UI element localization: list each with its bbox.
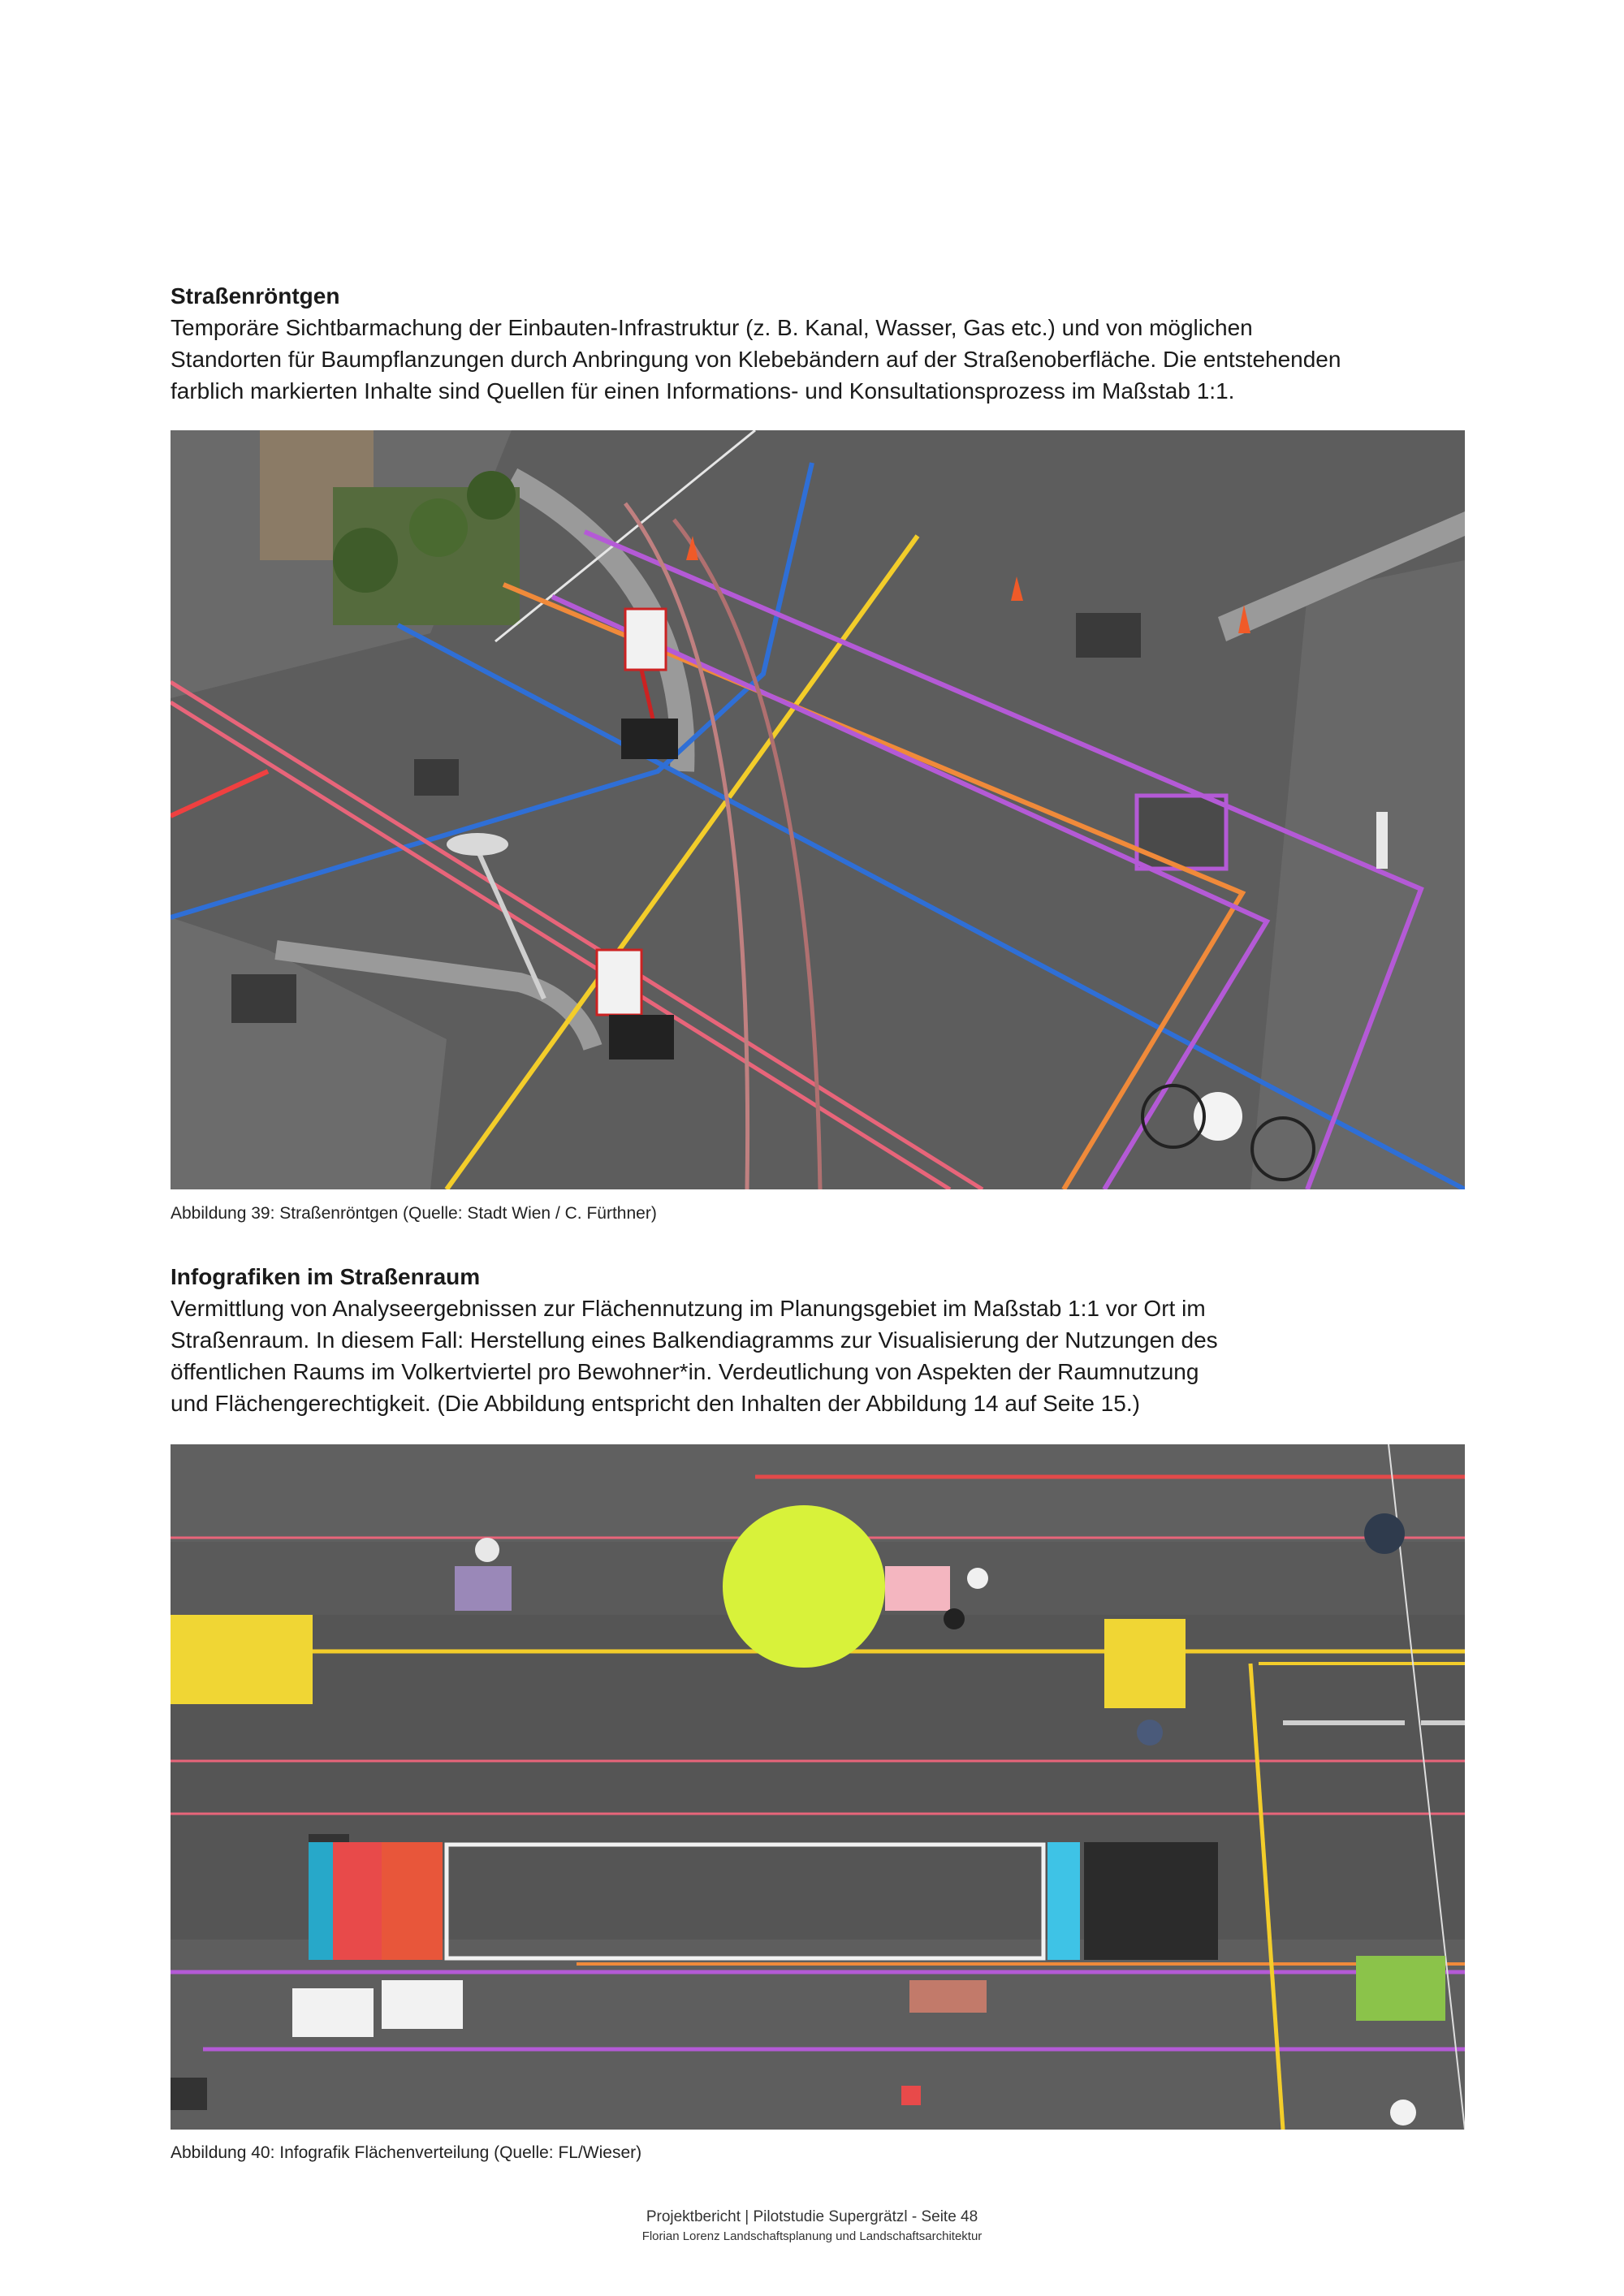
body-line: Vermittlung von Analyseergebnissen zur Flächennutzung im Planungsgebiet im Maßstab 1:1 vor Ort im	[171, 1296, 1206, 1321]
photo-strassenroentgen	[171, 430, 1465, 1189]
figure-caption-39: Abbildung 39: Straßenröntgen (Quelle: Stadt Wien / C. Fürthner)	[171, 1204, 657, 1223]
body-line: Straßenraum. In diesem Fall: Herstellung eines Balkendiagramms zur Visualisierung der Nutzungen des	[171, 1327, 1218, 1353]
section-heading-infografiken: Infografiken im Straßenraum	[171, 1264, 481, 1289]
body-line: Standorten für Baumpflanzungen durch Anbringung von Klebebändern auf der Straßenoberfläche. Die entstehenden	[171, 347, 1341, 372]
body-line: farblich markierten Inhalte sind Quellen für einen Informations- und Konsultationsprozess im Maßstab 1:1.	[171, 378, 1235, 404]
footer-page-info: Projektbericht | Pilotstudie Supergrätzl - Seite 48	[646, 2208, 978, 2225]
infographic-street-photo	[171, 1444, 1465, 2130]
photo-infografik	[171, 1444, 1465, 2130]
page-footer	[0, 2207, 1624, 2246]
body-line: Temporäre Sichtbarmachung der Einbauten-Infrastruktur (z. B. Kanal, Wasser, Gas etc.) und von möglichen	[171, 315, 1253, 340]
body-line: und Flächengerechtigkeit. (Die Abbildung entspricht den Inhalten der Abbildung 14 auf Seite 15.)	[171, 1391, 1140, 1416]
street-xray-photo	[171, 430, 1465, 1189]
figure-caption-40: Abbildung 40: Infografik Flächenverteilung (Quelle: FL/Wieser)	[171, 2143, 642, 2162]
body-line: öffentlichen Raums im Volkertviertel pro Bewohner*in. Verdeutlichung von Aspekten der Raumnutzung	[171, 1359, 1199, 1384]
section-heading-strassenroentgen: Straßenröntgen	[171, 283, 340, 309]
section-body-infografiken	[171, 1293, 1470, 1419]
section-body-strassenroentgen	[171, 312, 1470, 407]
footer-author: Florian Lorenz Landschaftsplanung und Landschaftsarchitektur	[641, 2229, 983, 2243]
